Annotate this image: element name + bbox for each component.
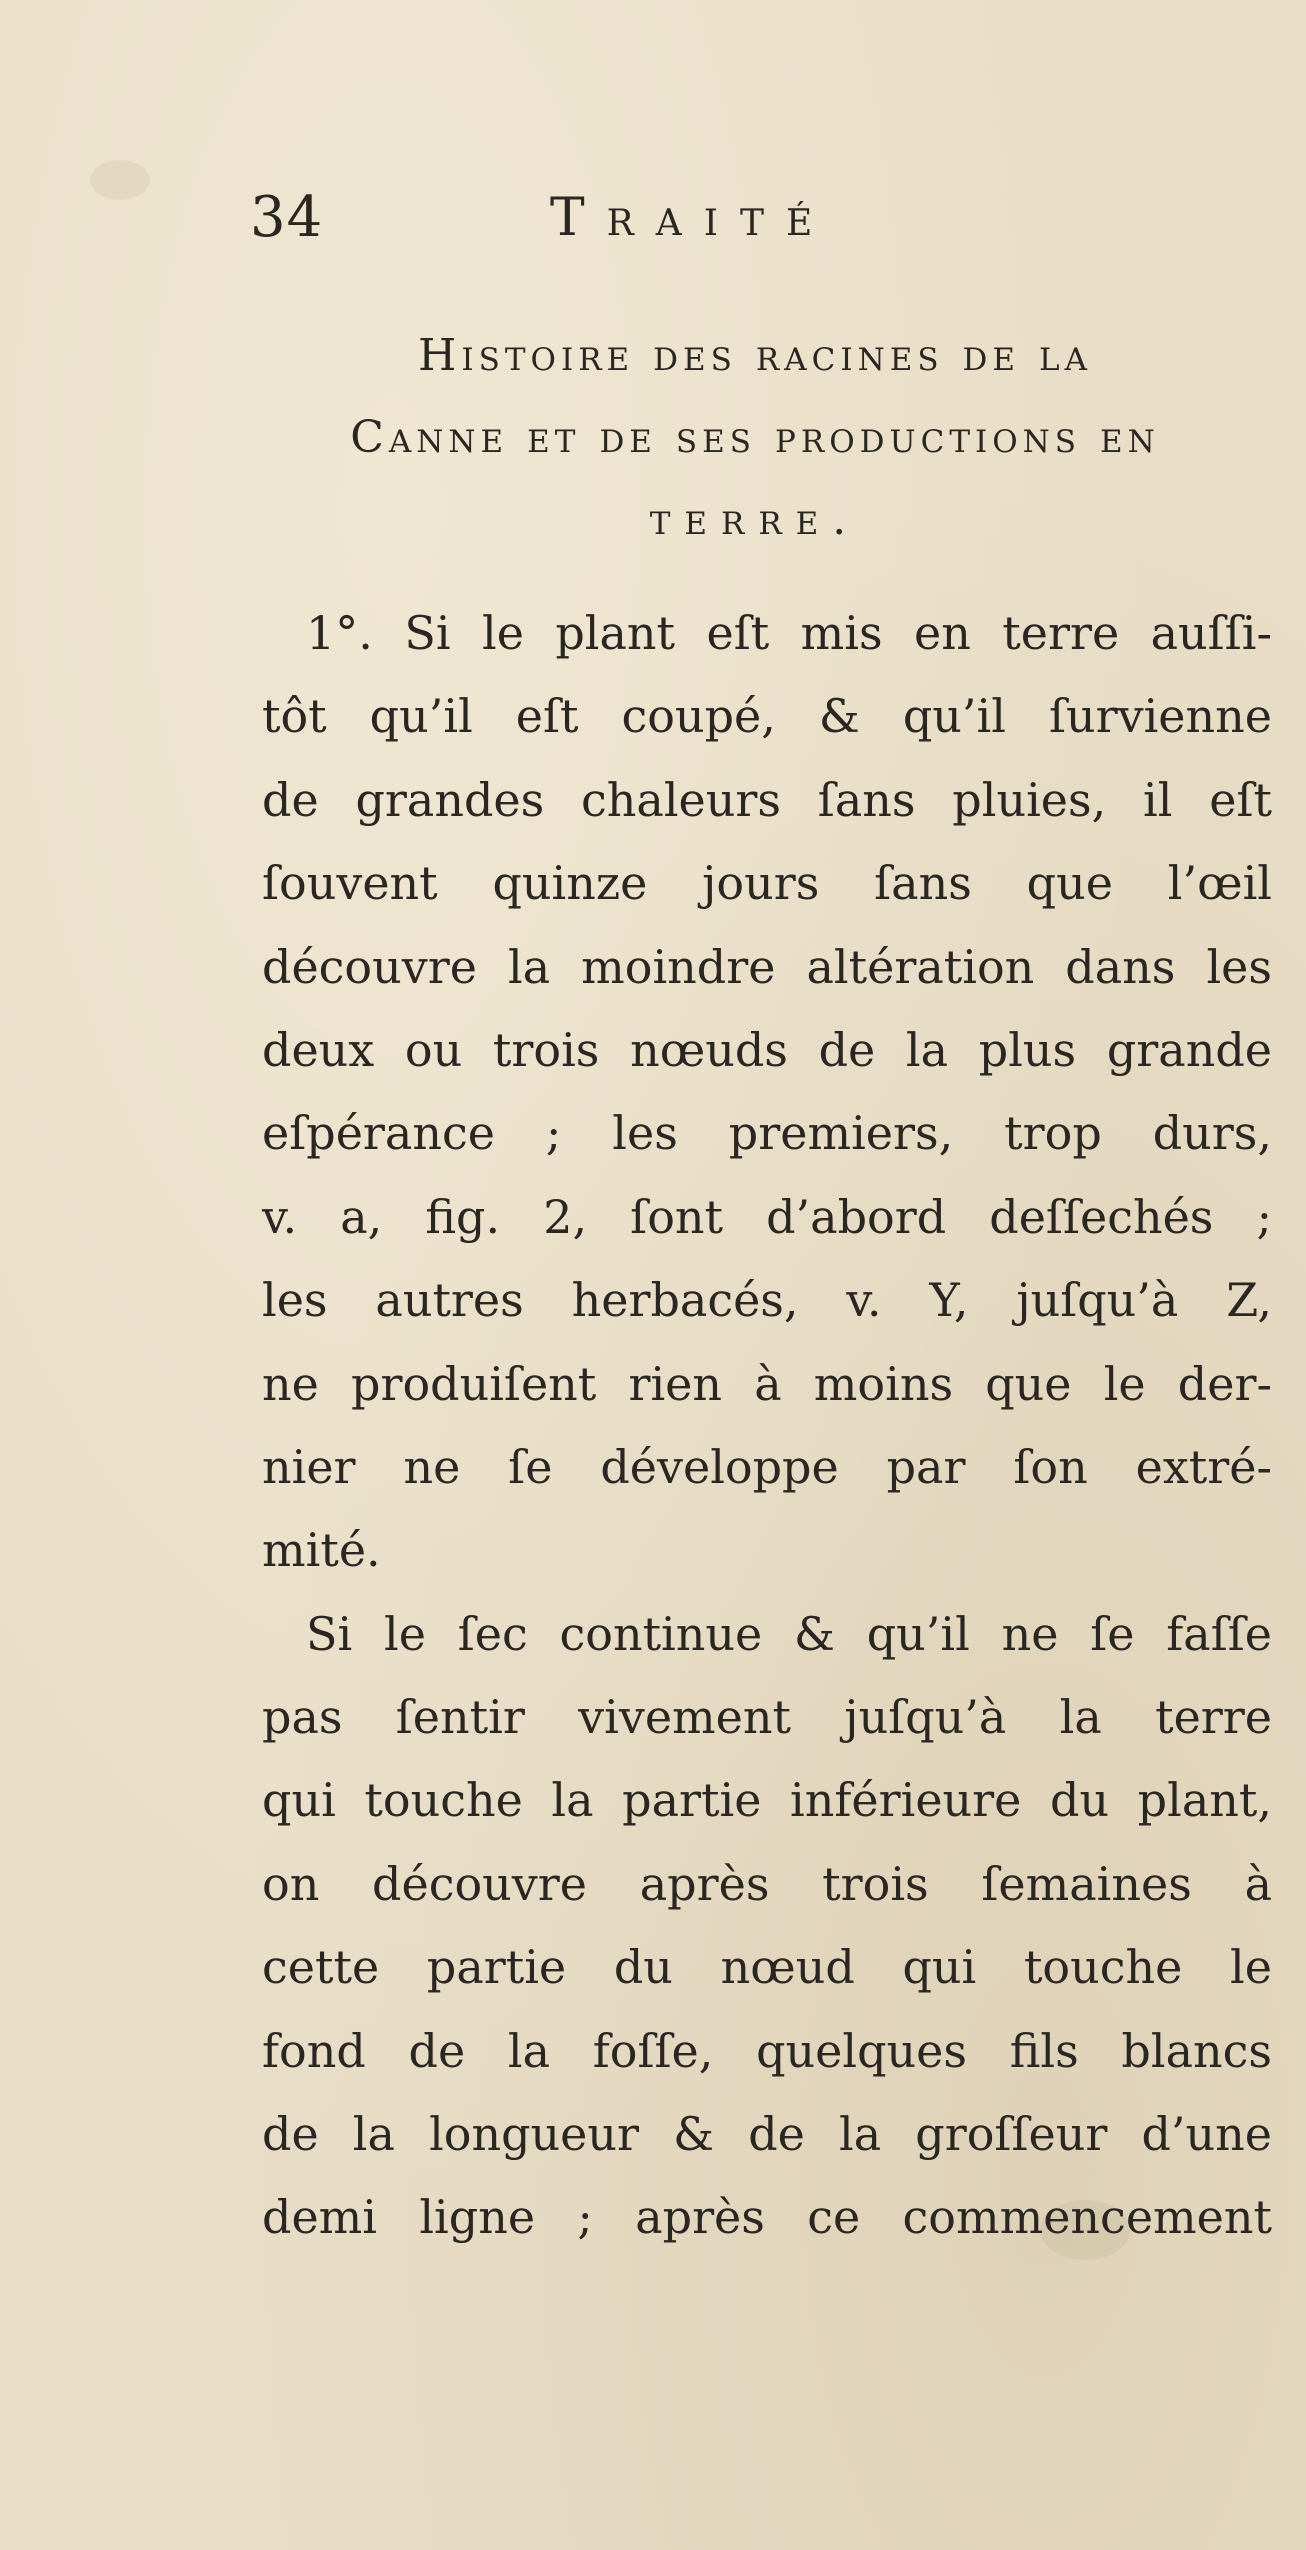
text-line: mité. [262,1523,381,1578]
section-heading [255,315,1255,561]
heading-line: terre. [649,494,861,545]
text-line: eſpérance ; les premiers, trop durs, [262,1106,1272,1161]
text-line: Si le ſec continue & qu’il ne ſe faſſe [306,1606,1272,1661]
text-line: fond de la foſſe, quelques fils blancs [262,2023,1272,2078]
page-number: 34 [250,185,324,250]
running-head [250,178,1070,258]
heading-line: Canne et de ses productions en [350,412,1160,463]
paper-stain [90,160,150,200]
text-line: qui touche la partie inférieure du plant, [262,1773,1272,1828]
body-text [262,592,1272,2260]
text-line: nier ne ſe développe par ſon extré- [262,1439,1272,1494]
paragraph [262,1593,1272,2260]
text-line: 1°. Si le plant eſt mis en terre auſſi- [306,606,1272,660]
text-line: v. a, fig. 2, ſont d’abord deſſechés ; [262,1189,1272,1244]
paragraph [262,592,1272,1593]
text-line: de la longueur & de la groſſeur d’une [262,2107,1272,2162]
text-line: les autres herbacés, v. Y, juſqu’à Z, [262,1273,1272,1328]
text-line: ne produiſent rien à moins que le der- [262,1356,1272,1411]
running-title: Traité [550,188,835,248]
text-line: ſouvent quinze jours ſans que l’œil [262,856,1272,911]
text-line: découvre la moindre altération dans les [262,939,1272,994]
text-line: on découvre après trois ſemaines à [262,1856,1272,1911]
text-line: cette partie du nœud qui touche le [262,1940,1272,1995]
text-line: de grandes chaleurs ſans pluies, il eſt [262,772,1272,827]
heading-line: Histoire des racines de la [418,330,1092,381]
text-line: tôt qu’il eſt coupé, & qu’il ſurvienne [262,689,1272,744]
text-line: deux ou trois nœuds de la plus grande [262,1022,1272,1077]
text-line: pas ſentir vivement juſqu’à la terre [262,1690,1272,1745]
text-line: demi ligne ; après ce commencement [262,2190,1272,2245]
